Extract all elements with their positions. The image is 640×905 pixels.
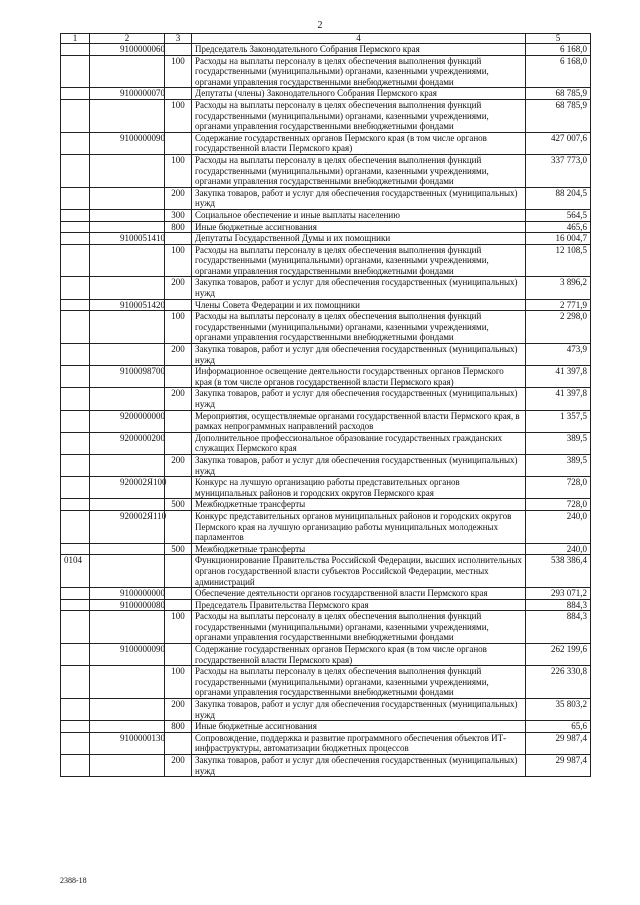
target-article-code-cell: 9100000080 (90, 599, 165, 611)
table-row (61, 477, 591, 499)
section-code-cell (61, 699, 90, 721)
description-cell: Расходы на выплаты персоналу в целях обеспечения выполнения функций государственными (муниципальными) органами, казенными учреждениями, органами управления государственными внебюджетными фондами (192, 55, 526, 88)
section-code-cell (61, 244, 90, 277)
table-row (61, 699, 591, 721)
amount-cell: 262 199,6 (526, 644, 591, 666)
expense-type-code-cell (165, 599, 192, 611)
table-row (61, 277, 591, 299)
section-code-cell (61, 233, 90, 245)
page-number: 2 (317, 20, 323, 31)
expense-type-code-cell (165, 644, 192, 666)
table-row (61, 311, 591, 344)
section-code-cell (61, 132, 90, 154)
expense-type-code-cell: 800 (165, 221, 192, 233)
expense-type-code-cell: 100 (165, 311, 192, 344)
table-row (61, 344, 591, 366)
footer-code: 2388-18 (60, 876, 87, 885)
amount-cell: 6 168,0 (526, 44, 591, 56)
table-row (61, 55, 591, 88)
expense-type-code-cell: 100 (165, 611, 192, 644)
amount-cell: 29 987,4 (526, 732, 591, 754)
amount-cell: 473,9 (526, 344, 591, 366)
table-row (61, 388, 591, 410)
table-row (61, 611, 591, 644)
description-cell: Расходы на выплаты персоналу в целях обеспечения выполнения функций государственными (муниципальными) органами, казенными учреждениями, органами управления государственными внебюджетными фондами (192, 611, 526, 644)
expense-type-code-cell (165, 299, 192, 311)
amount-cell: 2 298,0 (526, 311, 591, 344)
table-row (61, 732, 591, 754)
section-code-cell (61, 721, 90, 733)
amount-cell: 389,5 (526, 454, 591, 476)
description-cell: Закупка товаров, работ и услуг для обеспечения государственных (муниципальных) нужд (192, 755, 526, 777)
amount-cell: 41 397,8 (526, 366, 591, 388)
target-article-code-cell (90, 187, 165, 209)
table-row (61, 209, 591, 221)
section-code-cell (61, 454, 90, 476)
target-article-code-cell (90, 99, 165, 132)
expense-type-code-cell (165, 732, 192, 754)
section-code-cell (61, 477, 90, 499)
section-code-cell (61, 221, 90, 233)
target-article-code-cell (90, 244, 165, 277)
target-article-code-cell: 9100000060 (90, 44, 165, 56)
table-row (61, 299, 591, 311)
expense-type-code-cell: 100 (165, 666, 192, 699)
section-code-cell (61, 44, 90, 56)
target-article-code-cell: 9100000090 (90, 644, 165, 666)
section-code-cell (61, 366, 90, 388)
description-cell: Иные бюджетные ассигнования (192, 721, 526, 733)
amount-cell: 68 785,9 (526, 88, 591, 100)
table-row (61, 132, 591, 154)
section-code-cell (61, 311, 90, 344)
table-row (61, 187, 591, 209)
expense-type-code-cell (165, 233, 192, 245)
description-cell: Сопровождение, поддержка и развитие программного обеспечения объектов ИТ-инфраструктуры, автоматизации бюджетных процессов (192, 732, 526, 754)
section-code-cell (61, 99, 90, 132)
section-code-cell (61, 644, 90, 666)
table-row (61, 366, 591, 388)
description-cell: Председатель Законодательного Собрания Пермского края (192, 44, 526, 56)
amount-cell: 884,3 (526, 611, 591, 644)
table-row (61, 410, 591, 432)
description-cell: Иные бюджетные ассигнования (192, 221, 526, 233)
description-cell: Межбюджетные трансферты (192, 543, 526, 555)
target-article-code-cell (90, 55, 165, 88)
description-cell: Информационное освещение деятельности государственных органов Пермского края (в том числе органов государственной власти Пермского края) (192, 366, 526, 388)
section-code-cell (61, 388, 90, 410)
amount-cell: 240,0 (526, 543, 591, 555)
header-row (61, 34, 591, 44)
amount-cell: 427 007,6 (526, 132, 591, 154)
table-row (61, 432, 591, 454)
description-cell: Закупка товаров, работ и услуг для обеспечения государственных (муниципальных) нужд (192, 699, 526, 721)
table-row (61, 721, 591, 733)
section-code-cell (61, 732, 90, 754)
table-row (61, 755, 591, 777)
target-article-code-cell (90, 499, 165, 511)
amount-cell: 337 773,0 (526, 154, 591, 187)
expense-type-code-cell (165, 366, 192, 388)
description-cell: Расходы на выплаты персоналу в целях обеспечения выполнения функций государственными (муниципальными) органами, казенными учреждениями, органами управления государственными внебюджетными фондами (192, 154, 526, 187)
description-cell: Расходы на выплаты персоналу в целях обеспечения выполнения функций государственными (муниципальными) органами, казенными учреждениями, органами управления государственными внебюджетными фондами (192, 99, 526, 132)
amount-cell: 65,6 (526, 721, 591, 733)
header-col-2: 2 (90, 34, 165, 44)
target-article-code-cell (90, 154, 165, 187)
expense-type-code-cell (165, 410, 192, 432)
amount-cell: 728,0 (526, 499, 591, 511)
target-article-code-cell: 920002Я100 (90, 477, 165, 499)
expense-type-code-cell: 200 (165, 277, 192, 299)
target-article-code-cell (90, 209, 165, 221)
expense-type-code-cell: 200 (165, 699, 192, 721)
description-cell: Закупка товаров, работ и услуг для обеспечения государственных (муниципальных) нужд (192, 388, 526, 410)
section-code-cell (61, 510, 90, 543)
section-code-cell (61, 543, 90, 555)
expense-type-code-cell: 200 (165, 388, 192, 410)
amount-cell: 12 108,5 (526, 244, 591, 277)
section-code-cell (61, 588, 90, 600)
amount-cell: 3 896,2 (526, 277, 591, 299)
amount-cell: 564,5 (526, 209, 591, 221)
expense-type-code-cell: 300 (165, 209, 192, 221)
table-row (61, 44, 591, 56)
description-cell: Содержание государственных органов Пермского края (в том числе органов государственной власти Пермского края) (192, 132, 526, 154)
section-code-cell (61, 599, 90, 611)
expense-type-code-cell: 500 (165, 499, 192, 511)
amount-cell: 538 386,4 (526, 555, 591, 588)
target-article-code-cell (90, 344, 165, 366)
table-row (61, 588, 591, 600)
expense-type-code-cell: 500 (165, 543, 192, 555)
amount-cell: 465,6 (526, 221, 591, 233)
header-col-1: 1 (61, 34, 90, 44)
section-code-cell (61, 187, 90, 209)
expense-type-code-cell: 100 (165, 154, 192, 187)
description-cell: Депутаты Государственной Думы и их помощники (192, 233, 526, 245)
header-col-4: 4 (192, 34, 526, 44)
description-cell: Расходы на выплаты персоналу в целях обеспечения выполнения функций государственными (муниципальными) органами, казенными учреждениями, органами управления государственными внебюджетными фондами (192, 311, 526, 344)
target-article-code-cell: 9100000000 (90, 588, 165, 600)
amount-cell: 884,3 (526, 599, 591, 611)
target-article-code-cell: 9200000000 (90, 410, 165, 432)
target-article-code-cell: 9100051420 (90, 299, 165, 311)
section-code-cell (61, 344, 90, 366)
expense-type-code-cell: 100 (165, 99, 192, 132)
description-cell: Закупка товаров, работ и услуг для обеспечения государственных (муниципальных) нужд (192, 344, 526, 366)
target-article-code-cell (90, 454, 165, 476)
expense-type-code-cell: 100 (165, 55, 192, 88)
section-code-cell (61, 755, 90, 777)
table-row (61, 99, 591, 132)
amount-cell: 35 803,2 (526, 699, 591, 721)
target-article-code-cell (90, 666, 165, 699)
table-row (61, 454, 591, 476)
target-article-code-cell: 9100000130 (90, 732, 165, 754)
table-row (61, 543, 591, 555)
expense-type-code-cell (165, 432, 192, 454)
table-row (61, 244, 591, 277)
header-col-3: 3 (165, 34, 192, 44)
description-cell: Социальное обеспечение и иные выплаты населению (192, 209, 526, 221)
table-row (61, 499, 591, 511)
header-col-5: 5 (526, 34, 591, 44)
amount-cell: 16 004,7 (526, 233, 591, 245)
description-cell: Расходы на выплаты персоналу в целях обеспечения выполнения функций государственными (муниципальными) органами, казенными учреждениями, органами управления государственными внебюджетными фондами (192, 244, 526, 277)
description-cell: Закупка товаров, работ и услуг для обеспечения государственных (муниципальных) нужд (192, 187, 526, 209)
section-code-cell (61, 209, 90, 221)
target-article-code-cell: 9200000200 (90, 432, 165, 454)
expense-type-code-cell (165, 132, 192, 154)
table-row (61, 555, 591, 588)
amount-cell: 240,0 (526, 510, 591, 543)
section-code-cell (61, 666, 90, 699)
target-article-code-cell (90, 555, 165, 588)
expense-type-code-cell: 200 (165, 755, 192, 777)
target-article-code-cell (90, 543, 165, 555)
target-article-code-cell (90, 755, 165, 777)
expense-type-code-cell (165, 44, 192, 56)
target-article-code-cell (90, 388, 165, 410)
expense-type-code-cell: 200 (165, 454, 192, 476)
description-cell: Председатель Правительства Пермского края (192, 599, 526, 611)
section-code-cell (61, 611, 90, 644)
amount-cell: 293 071,2 (526, 588, 591, 600)
expense-type-code-cell (165, 510, 192, 543)
description-cell: Члены Совета Федерации и их помощники (192, 299, 526, 311)
amount-cell: 1 357,5 (526, 410, 591, 432)
description-cell: Межбюджетные трансферты (192, 499, 526, 511)
target-article-code-cell (90, 221, 165, 233)
expense-type-code-cell (165, 555, 192, 588)
table-row (61, 666, 591, 699)
amount-cell: 389,5 (526, 432, 591, 454)
amount-cell: 88 204,5 (526, 187, 591, 209)
description-cell: Функционирование Правительства Российской Федерации, высших исполнительных органов государственной власти субъектов Российской Федерации, местных администраций (192, 555, 526, 588)
amount-cell: 728,0 (526, 477, 591, 499)
description-cell: Закупка товаров, работ и услуг для обеспечения государственных (муниципальных) нужд (192, 277, 526, 299)
amount-cell: 226 330,8 (526, 666, 591, 699)
section-code-cell (61, 432, 90, 454)
section-code-cell (61, 277, 90, 299)
amount-cell: 6 168,0 (526, 55, 591, 88)
target-article-code-cell: 9100000090 (90, 132, 165, 154)
amount-cell: 2 771,9 (526, 299, 591, 311)
description-cell: Расходы на выплаты персоналу в целях обеспечения выполнения функций государственными (муниципальными) органами, казенными учреждениями, органами управления государственными внебюджетными фондами (192, 666, 526, 699)
target-article-code-cell (90, 699, 165, 721)
amount-cell: 29 987,4 (526, 755, 591, 777)
description-cell: Конкурс представительных органов муниципальных районов и городских округов Пермского края на лучшую организацию работы муниципальных молодежных парламентов (192, 510, 526, 543)
target-article-code-cell (90, 611, 165, 644)
section-code-cell (61, 499, 90, 511)
amount-cell: 68 785,9 (526, 99, 591, 132)
target-article-code-cell: 9100051410 (90, 233, 165, 245)
description-cell: Конкурс на лучшую организацию работы представительных органов муниципальных районов и городских округов Пермского края (192, 477, 526, 499)
table-row (61, 221, 591, 233)
table-row (61, 233, 591, 245)
description-cell: Мероприятия, осуществляемые органами государственной власти Пермского края, в рамках непрограммных направлений расходов (192, 410, 526, 432)
description-cell: Обеспечение деятельности органов государственной власти Пермского края (192, 588, 526, 600)
description-cell: Дополнительное профессиональное образование государственных гражданских служащих Пермского края (192, 432, 526, 454)
description-cell: Закупка товаров, работ и услуг для обеспечения государственных (муниципальных) нужд (192, 454, 526, 476)
section-code-cell (61, 55, 90, 88)
target-article-code-cell: 920002Я110 (90, 510, 165, 543)
section-code-cell (61, 88, 90, 100)
description-cell: Содержание государственных органов Пермского края (в том числе органов государственной власти Пермского края) (192, 644, 526, 666)
description-cell: Депутаты (члены) Законодательного Собрания Пермского края (192, 88, 526, 100)
expense-type-code-cell (165, 88, 192, 100)
expense-type-code-cell: 200 (165, 344, 192, 366)
target-article-code-cell: 9100000070 (90, 88, 165, 100)
table-row (61, 88, 591, 100)
budget-table (60, 33, 591, 777)
target-article-code-cell (90, 721, 165, 733)
expense-type-code-cell: 800 (165, 721, 192, 733)
target-article-code-cell: 9100098700 (90, 366, 165, 388)
table-row (61, 599, 591, 611)
table-row (61, 510, 591, 543)
section-code-cell (61, 410, 90, 432)
target-article-code-cell (90, 311, 165, 344)
section-code-cell (61, 154, 90, 187)
section-code-cell (61, 299, 90, 311)
amount-cell: 41 397,8 (526, 388, 591, 410)
expense-type-code-cell (165, 588, 192, 600)
section-code-cell: 0104 (61, 555, 90, 588)
expense-type-code-cell: 200 (165, 187, 192, 209)
target-article-code-cell (90, 277, 165, 299)
table-row (61, 154, 591, 187)
table-row (61, 644, 591, 666)
expense-type-code-cell: 100 (165, 244, 192, 277)
expense-type-code-cell (165, 477, 192, 499)
